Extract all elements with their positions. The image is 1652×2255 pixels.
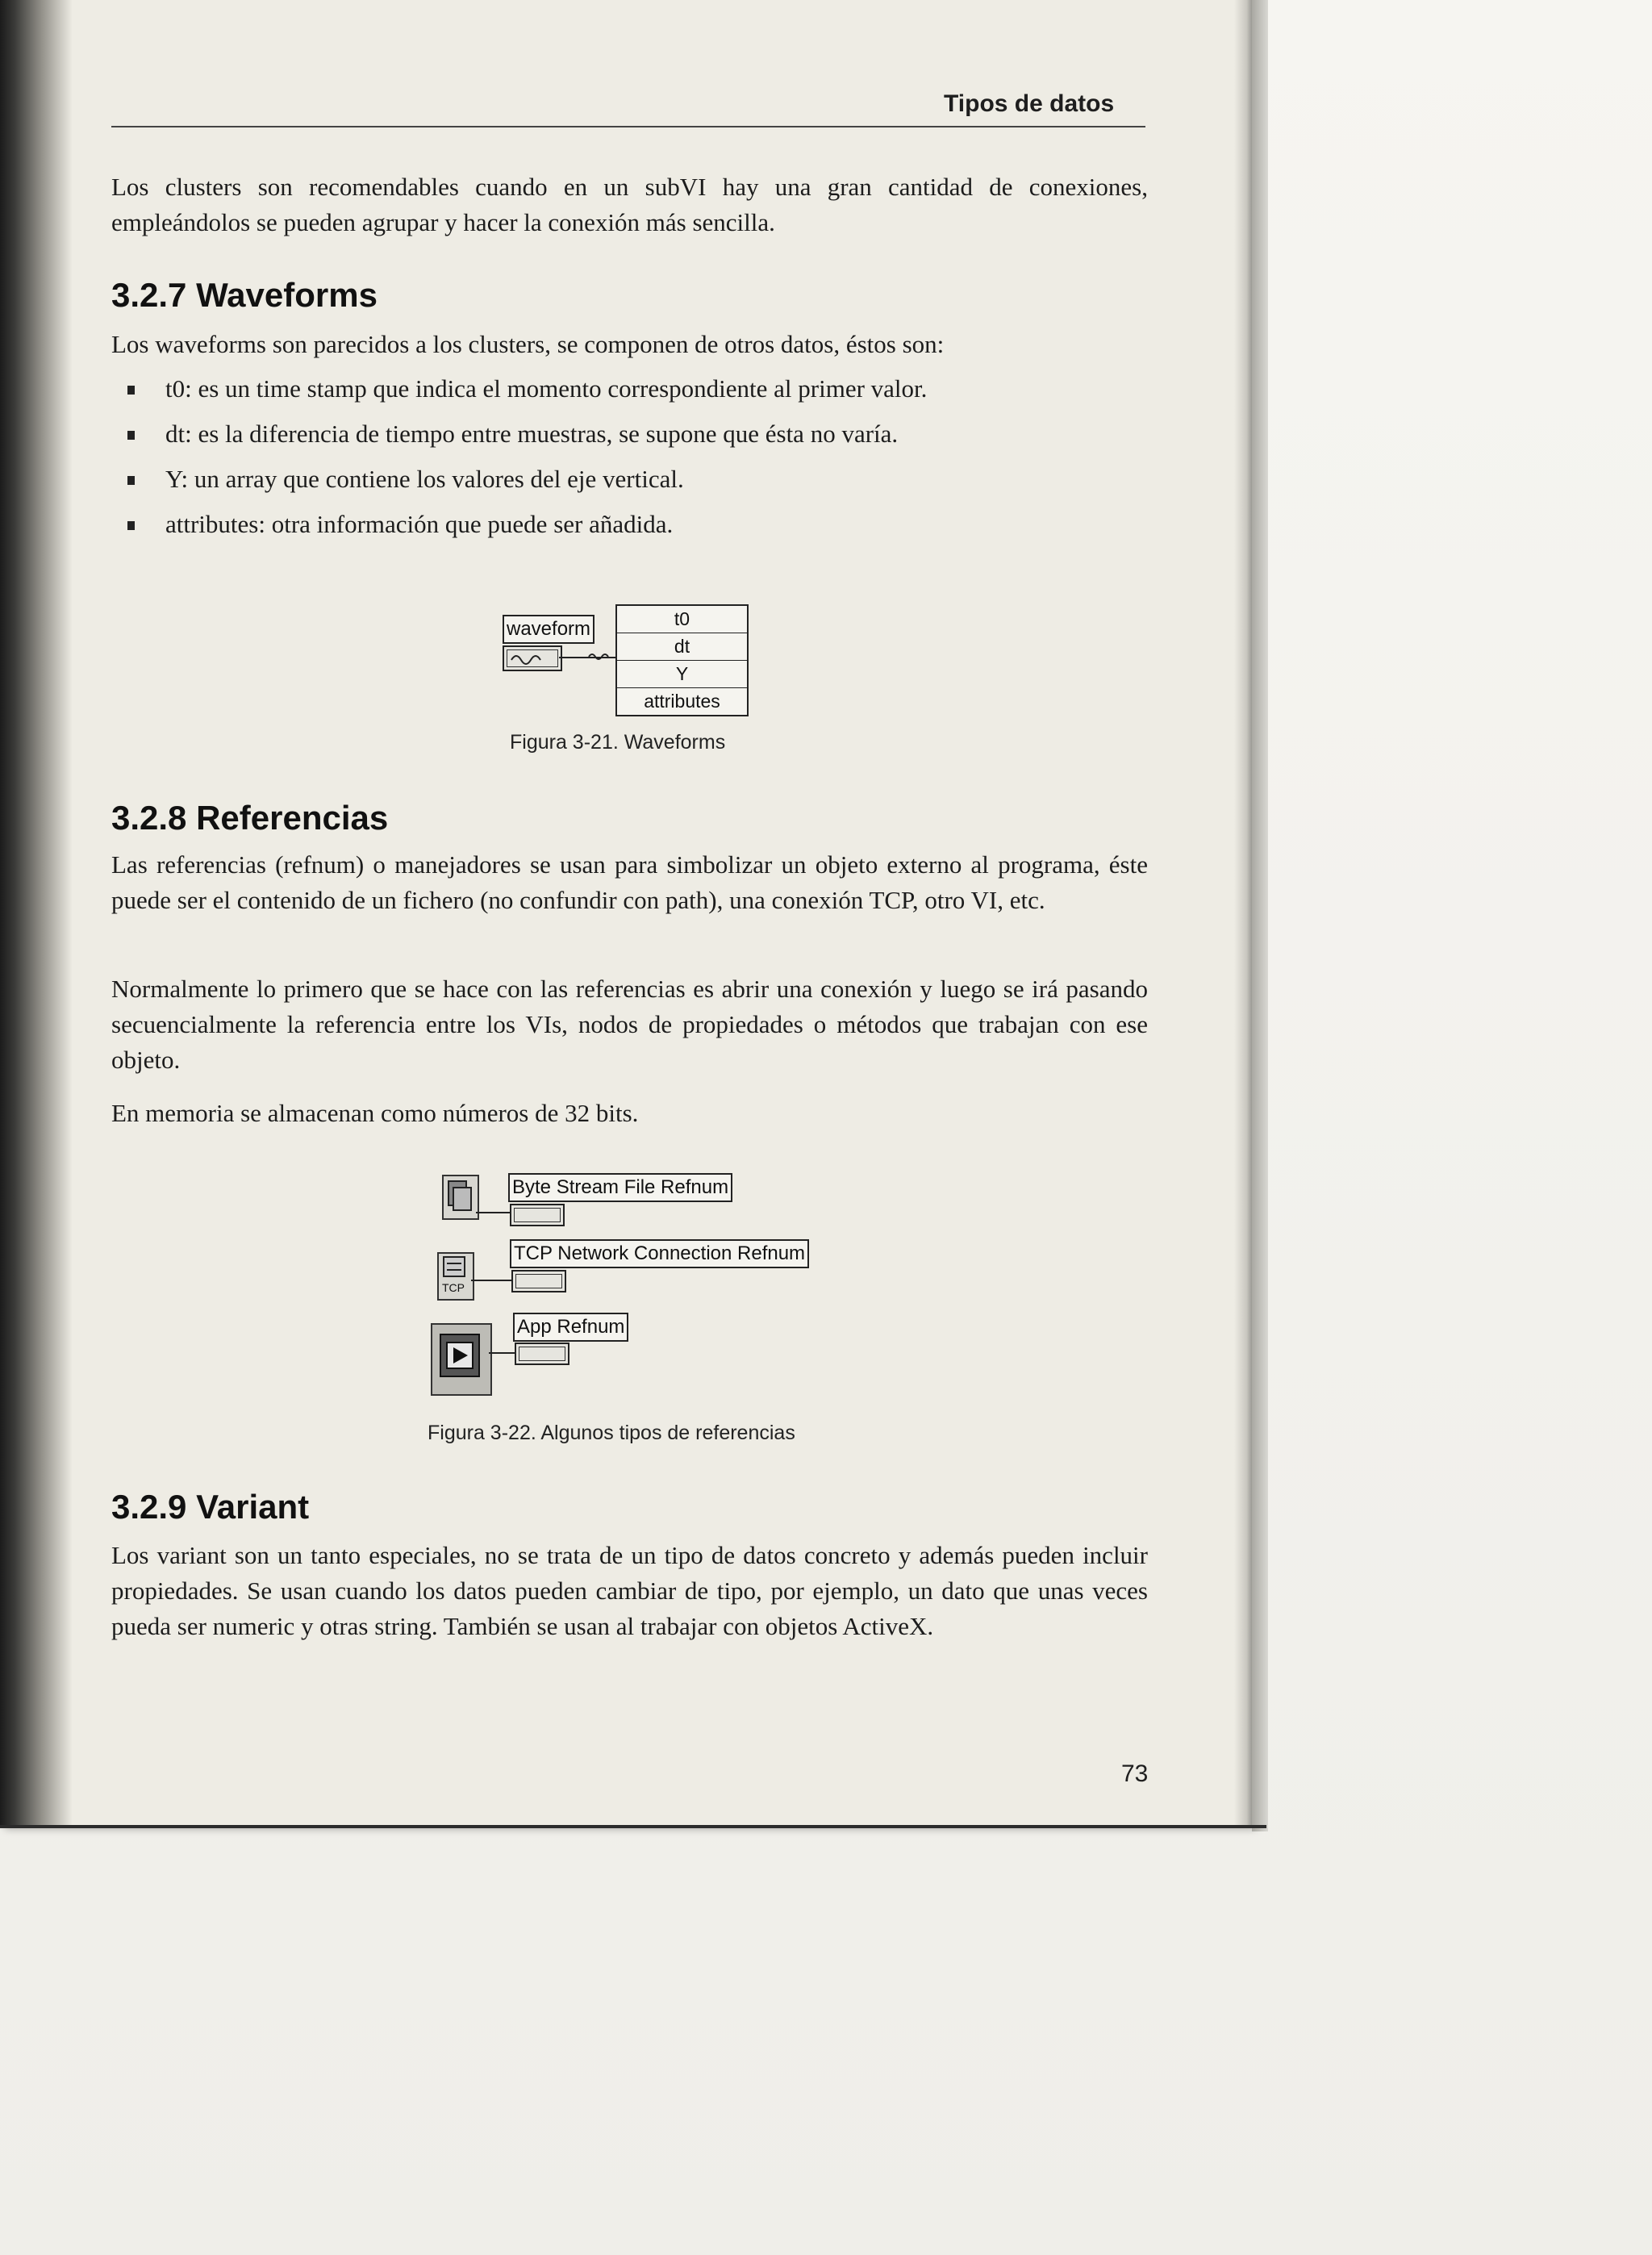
tcp-icon-text: TCP [442,1281,465,1294]
page-number: 73 [1121,1760,1149,1787]
binding-shadow [0,0,73,1825]
cluster-item-t0: t0 [616,605,748,633]
bullet-icon [127,431,135,440]
wave-icon [508,650,557,666]
refnum-terminal [515,1343,569,1365]
figure-caption-3-21: Figura 3-21. Waveforms [510,731,726,754]
refnum-label-app: App Refnum [513,1313,628,1342]
intro-paragraph: Los clusters son recomendables cuando en un subVI hay una gran cantidad de conexiones, empleándolos se pueden agrupar y hacer la conexión más sencilla. [111,173,1148,236]
refnum-terminal [511,1270,566,1292]
wire [489,1352,515,1354]
bullet-icon [127,386,135,395]
heading-variant: 3.2.9 Variant [111,1488,310,1526]
list-item: dt: es la diferencia de tiempo entre muestras, se supone que ésta no varía. [121,416,1145,461]
running-header: Tipos de datos [944,90,1115,117]
tcp-icon [437,1252,474,1301]
heading-referencias: 3.2.8 Referencias [111,799,389,837]
refnum-label-tcp: TCP Network Connection Refnum [510,1239,809,1268]
bullet-icon [127,521,135,530]
variant-paragraph: Los variant son un tanto especiales, no se trata de un tipo de datos concreto y además pueden incluir propiedades. Se usan cuando los datos pueden cambiar de tipo, por ejemplo, un dato que unas veces pueda ser numeric y otras string. También se usan al trabajar con objetos ActiveX. [111,1541,1148,1640]
referencias-paragraph-3: En memoria se almacenan como números de 32 bits. [111,1099,639,1127]
wire [476,1212,510,1213]
refnum-label-byte-stream: Byte Stream File Refnum [508,1173,732,1202]
cluster-item-y: Y [616,661,748,688]
page-edge [1234,0,1252,1825]
file-icon [442,1175,479,1220]
heading-waveforms: 3.2.7 Waveforms [111,276,378,314]
list-item: t0: es un time stamp que indica el momento correspondiente al primer valor. [121,371,1145,416]
bullet-icon [127,476,135,485]
cluster-item-dt: dt [616,633,748,661]
list-item: Y: un array que contiene los valores del eje vertical. [121,461,1145,507]
list-item: attributes: otra información que puede ser añadida. [121,507,1145,552]
waveform-cluster-table [615,604,749,716]
header-rule [111,126,1145,127]
waveforms-intro: Los waveforms son parecidos a los clusters, se componen de otros datos, éstos son: [111,330,945,358]
wire [471,1280,511,1281]
waveform-terminal-label: waveform [503,615,594,644]
referencias-paragraph-1: Las referencias (refnum) o manejadores se usan para simbolizar un objeto externo al programa, éste puede ser el contenido de un fichero (no confundir con path), una conexión TCP, otro VI, etc. [111,850,1148,914]
page-bottom-edge [0,1825,1266,1828]
referencias-paragraph-2: Normalmente lo primero que se hace con las referencias es abrir una conexión y luego se irá pasando secuencialmente la referencia entre los VIs, nodos de propiedades o métodos que trabajan con ese objeto. [111,975,1148,1074]
app-icon [431,1323,492,1396]
figure-caption-3-22: Figura 3-22. Algunos tipos de referencias [428,1422,795,1444]
waveform-components-list [121,371,1145,552]
refnum-terminal [510,1204,565,1226]
cluster-item-attributes: attributes [616,688,748,716]
waveform-terminal-icon [503,645,562,671]
waveform-wire-icon [587,650,611,663]
next-page-edge [1252,0,1268,1831]
